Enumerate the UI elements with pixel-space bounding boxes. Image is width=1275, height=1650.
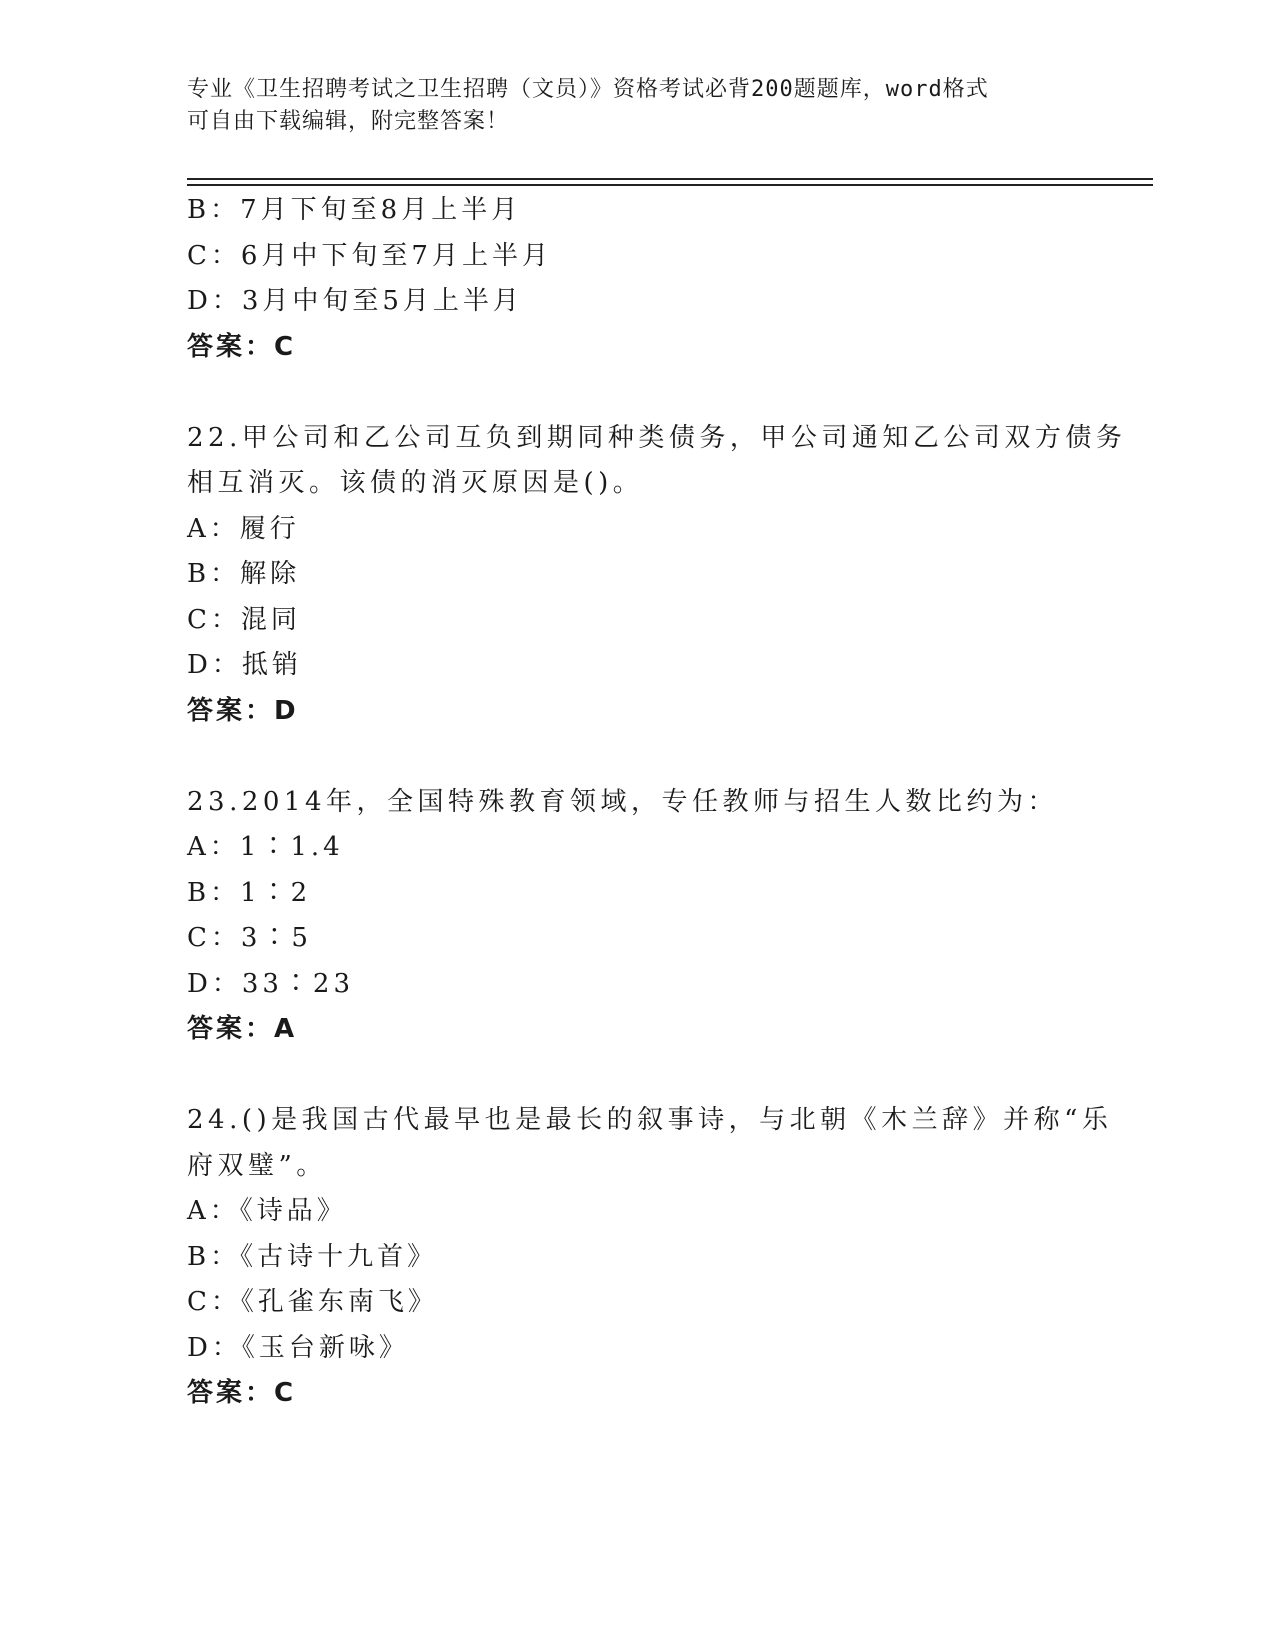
header-divider-bottom [187,184,1153,186]
option-c: C：6月中下旬至7月上半月 [187,240,552,271]
answer-label: 答案：A [187,1014,298,1044]
spacer [187,370,1087,416]
question-23 [187,780,1087,1053]
option-d: D：33∶23 [187,968,355,999]
option-b: B：解除 [187,559,301,589]
header-divider-top [187,178,1153,180]
header-title-line-2: 可自由下载编辑，附完整答案！ [187,109,510,134]
option-c: C：混同 [187,604,301,635]
answer-label: 答案：C [187,331,297,362]
question-list [187,188,1127,1417]
spacer [187,1053,1087,1099]
option-d: D：3月中旬至5月上半月 [187,286,523,316]
option-d: D：抵销 [187,650,302,680]
option-d: D：《玉台新咏》 [187,1332,409,1363]
option-a: A：履行 [187,513,300,544]
option-c: C：3∶5 [187,923,312,953]
question-21-tail [187,188,1087,370]
question-24 [187,1098,1113,1417]
option-b: B：1∶2 [187,877,312,908]
spacer [187,734,1087,780]
answer-label: 答案：C [187,1378,297,1408]
question-stem-continued: 相互消灭。该债的消灭原因是()。 [187,468,644,498]
header-title-line-1: 专业《卫生招聘考试之卫生招聘（文员）》资格考试必背200题题库，word格式 [187,77,989,102]
answer-label: 答案：D [187,695,299,726]
question-stem: 24.()是我国古代最早也是最长的叙事诗，与北朝《木兰辞》并称“乐 [187,1105,1113,1135]
question-stem-continued: 府双璧”。 [187,1150,327,1181]
question-22 [187,416,1127,735]
option-b: B：7月下旬至8月上半月 [187,195,522,225]
option-a: A：1∶1.4 [187,832,344,862]
option-b: B：《古诗十九首》 [187,1241,438,1272]
document-header [187,74,1087,138]
question-stem: 23.2014年，全国特殊教育领域，专任教师与招生人数比约为： [187,786,1059,817]
option-c: C：《孔雀东南飞》 [187,1287,438,1317]
question-stem: 22.甲公司和乙公司互负到期同种类债务，甲公司通知乙公司双方债务 [187,422,1127,453]
option-a: A：《诗品》 [187,1196,347,1226]
